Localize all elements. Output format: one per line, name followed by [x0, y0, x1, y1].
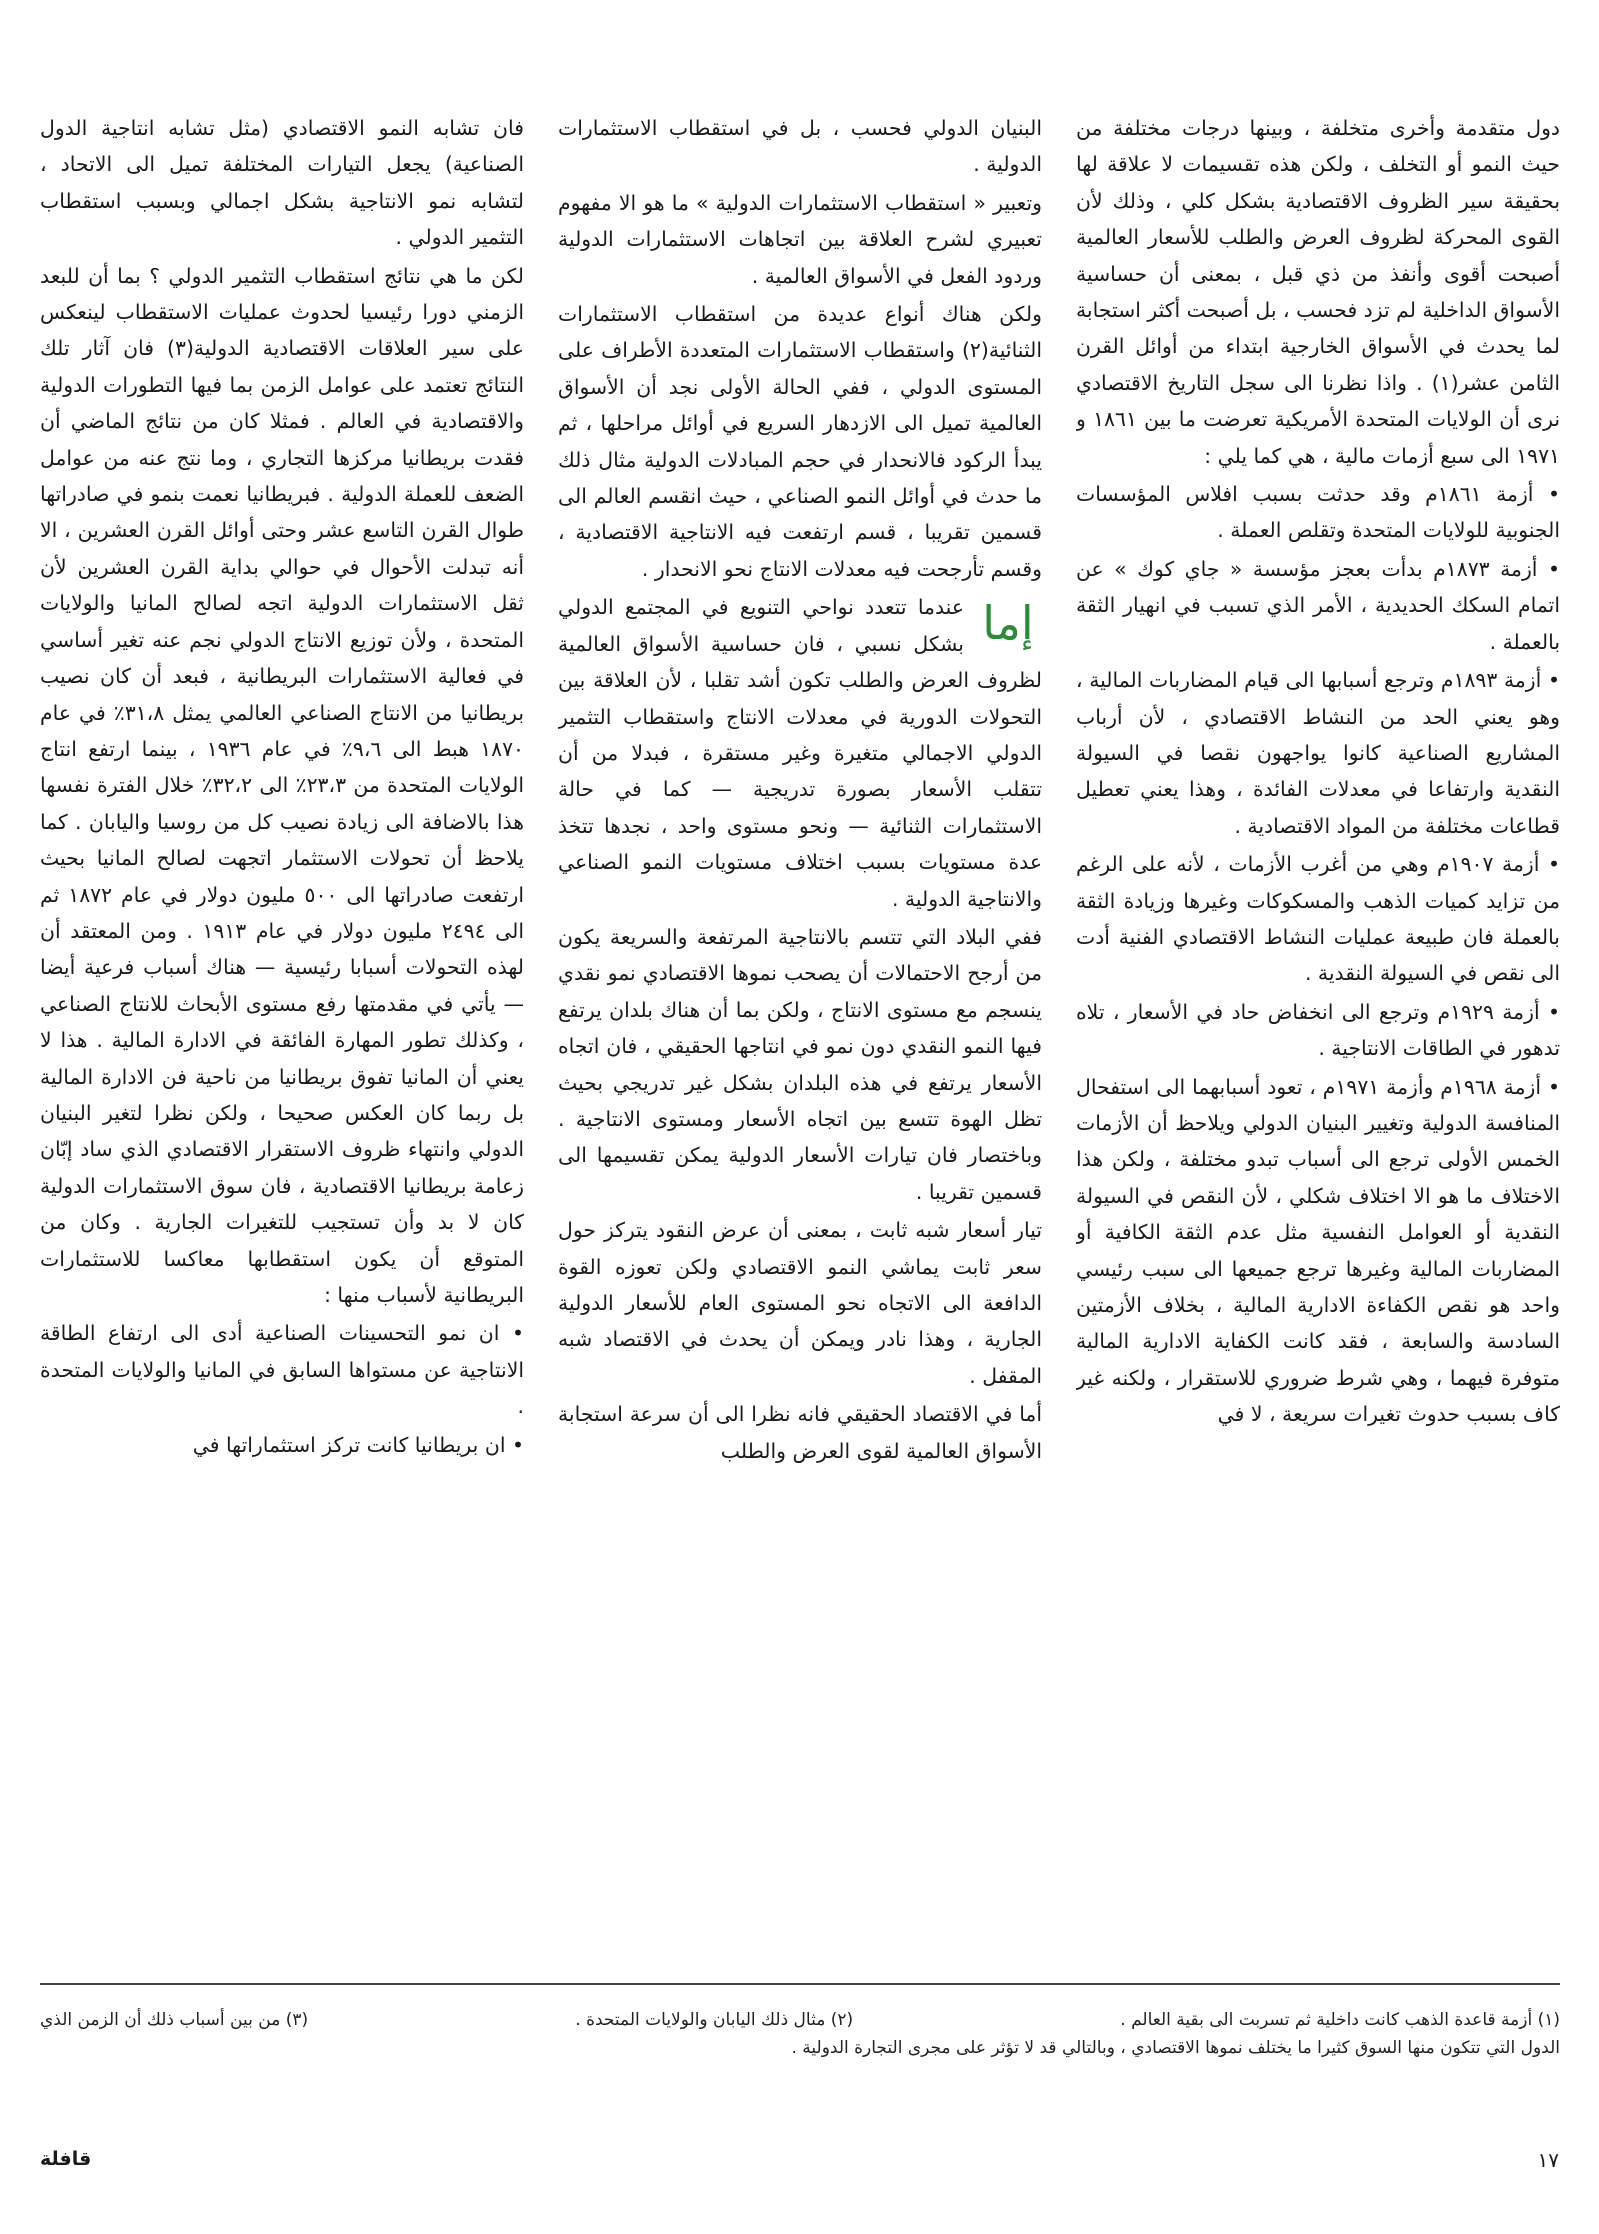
page-number: ١٧ [1537, 2148, 1559, 2172]
footnotes [40, 2006, 1560, 2062]
paragraph-text: ان بريطانيا كانت تركز استثماراتها في [192, 1432, 506, 1457]
paragraph-text: ولكن هناك أنواع عديدة من استقطاب الاستثمارات الثنائية(٢) واستقطاب الاستثمارات المتعددة الأطراف على المستوى الدولي ، ففي الحالة الأولى نجد أن الأسواق العالمية تميل الى الازدهار السريع في أوائل مراحلها ، ثم يبدأ الركود فالانحدار في حجم المبادلات الدولية مثال ذلك ما حدث في أوائل النمو الصناعي ، حيث انقسم العالم الى قسمين تقريبا ، قسم ارتفعت فيه الانتاجية الاقتصادية ، وقسم تأرجحت فيه معدلات الانتاج نحو الانحدار . [558, 302, 1042, 581]
bullet-paragraph [1076, 1069, 1560, 1433]
paragraph [558, 110, 1042, 183]
paragraph-text: ففي البلاد التي تتسم بالانتاجية المرتفعة والسريعة يكون من أرجح الاحتمالات أن يصحب نموها الاقتصادي نمو نقدي ينسجم مع مستوى الانتاج ، ولكن بما أن هناك بلدان يرتفع فيها النمو النقدي دون نمو في انتاجها الحقيقي ، فان اتجاه الأسعار يرتفع في هذه البلدان بشكل غير تدريجي بحيث تظل الهوة تتسع بين اتجاه الأسعار ومستوى الانتاجية . وباختصار فان تيارات الأسعار الدولية يمكن تقسيمها الى قسمين تقريبا . [558, 924, 1042, 1204]
bullet-paragraph [1076, 551, 1560, 660]
paragraph-text: أزمة ١٩٦٨م وأزمة ١٩٧١م ، تعود أسبابهما الى استفحال المنافسة الدولية وتغيير البنيان الدولي ويلاحظ أن الأزمات الخمس الأولى ترجع الى أسباب تبدو مختلفة ، ولكن هذا الاختلاف ما هو الا اختلاف شكلي ، لأن النقص في السيولة النقدية أو العوامل النفسية مثل عدم الثقة الكافية أو المضاربات المالية وغيرها ترجع جميعها الى سبب رئيسي واحد هو نقص الكفاءة الادارية المالية ، بخلاف الأزمتين السادسة والسابعة ، فقد كانت الكفاية الادارية المالية متوفرة فيهما ، وهي شرط ضروري للاستقرار ، ولكنه غير كاف بسبب حدوث تغيرات سريعة ، لا في [1076, 1074, 1560, 1427]
footnote-1: (١) أزمة قاعدة الذهب كانت داخلية ثم تسربت الى بقية العالم . [1120, 2010, 1560, 2030]
footnote-2: (٢) مثال ذلك اليابان والولايات المتحدة . [575, 2010, 854, 2030]
paragraph-text: أزمة ١٨٦١م وقد حدثت بسبب افلاس المؤسسات الجنوبية للولايات المتحدة وتقلص العملة . [1076, 482, 1560, 543]
bullet-paragraph [1076, 476, 1560, 549]
paragraph-text: أزمة ١٨٩٣م وترجع أسبابها الى قيام المضاربات المالية ، وهو يعني الحد من النشاط الاقتصادي ، لأن أرباب المشاريع الصناعية كانوا يواجهون نقصا في السيولة النقدية وارتفاعا في معدلات الفائدة ، وهذا يعني تعطيل قطاعات مختلفة من المواد الاقتصادية . [1076, 668, 1560, 838]
paragraph-text: تيار أسعار شبه ثابت ، بمعنى أن عرض النقود يتركز حول سعر ثابت يماشي النمو الاقتصادي ولكن تعوزه القوة الدافعة الى الاتجاه نحو المستوى العام للأسعار الدولية الجارية ، وهذا نادر ويمكن أن يحدث في الاقتصاد شبه المقفل . [558, 1218, 1042, 1388]
bullet-paragraph [1076, 662, 1560, 844]
magazine-name: قافلة [40, 2148, 92, 2170]
paragraph [558, 1212, 1042, 1394]
bullet-paragraph [1076, 846, 1560, 992]
drop-cap: إما [982, 596, 1034, 651]
paragraph [558, 185, 1042, 294]
paragraph [558, 1396, 1042, 1469]
paragraph-text: دول متقدمة وأخرى متخلفة ، وبينها درجات مختلفة من حيث النمو أو التخلف ، ولكن هذه تقسيمات لا علاقة لها بحقيقة سير الظروف الاقتصادية بشكل كلي ، وذلك لأن القوى المحركة لظروف العرض والطلب للأسعار العالمية أصبحت أقوى وأنفذ من ذي قبل ، بمعنى أن حساسية الأسواق الداخلية لم تزد فحسب ، بل أصبحت أكثر استجابة لما يحدث في الأسواق الخارجية ابتداء من أوائل القرن الثامن عشر(١) . واذا نظرنا الى سجل التاريخ الاقتصادي نرى أن الولايات المتحدة الأمريكية تعرضت ما بين ١٨٦١ و ١٩٧١ الى سبع أزمات مالية ، هي كما يلي : [1076, 116, 1560, 468]
footnote-divider [40, 1983, 1560, 1985]
paragraph-text: أزمة ١٨٧٣م بدأت بعجز مؤسسة « جاي كوك » عن اتمام السكك الحديدية ، الأمر الذي تسبب في انهيار الثقة بالعملة . [1076, 556, 1560, 654]
paragraph [558, 919, 1042, 1210]
paragraph [558, 589, 1042, 917]
article-column-2 [558, 110, 1042, 1970]
article-column-1 [1076, 110, 1560, 1970]
paragraph-text: فان تشابه النمو الاقتصادي (مثل تشابه انتاجية الدول الصناعية) يجعل التيارات المختلفة تميل الى الاتحاد ، لتشابه نمو الانتاجية بشكل اجمالي وبسبب استقطاب التثمير الدولي . [40, 116, 524, 250]
footnote-continuation: الدول التي تتكون منها السوق كثيرا ما يختلف نموها الاقتصادي ، وبالتالي قد لا تؤثر على مجرى التجارة الدولية . [791, 2038, 1560, 2058]
paragraph-text: ان نمو التحسينات الصناعية أدى الى ارتفاع الطاقة الانتاجية عن مستواها السابق في المانيا والولايات المتحدة . [40, 1321, 524, 1419]
paragraph-text: عندما تتعدد نواحي التنويع في المجتمع الدولي بشكل نسبي ، فان حساسية الأسواق العالمية لظروف العرض والطلب تكون أشد تقلبا ، لأن العلاقة بين التحولات الدورية في معدلات الانتاج واستقطاب التثمير الدولي الاجمالي متغيرة وغير مستقرة ، فبدلا من أن تتقلب الأسعار بصورة تدريجية — كما في حالة الاستثمارات الثنائية — ونحو مستوى واحد ، نجدها تتخذ عدة مستويات بسبب اختلاف مستويات النمو الصناعي والانتاجية الدولية . [558, 595, 1042, 911]
paragraph-text: وتعبير « استقطاب الاستثمارات الدولية » ما هو الا مفهوم تعبيري لشرح العلاقة بين اتجاهات الاستثمارات الدولية وردود الفعل في الأسواق العالمية . [558, 190, 1042, 288]
paragraph [558, 296, 1042, 587]
paragraph-text: البنيان الدولي فحسب ، بل في استقطاب الاستثمارات الدولية . [558, 116, 1042, 177]
bullet-paragraph [1076, 994, 1560, 1067]
paragraph-text: أزمة ١٩٠٧م وهي من أغرب الأزمات ، لأنه على الرغم من تزايد كميات الذهب والمسكوكات وغيرها وزيادة الثقة بالعملة فان طبيعة عمليات النشاط الاقتصادي الفنية أدت الى نقص في السيولة النقدية . [1076, 852, 1560, 986]
paragraph [40, 258, 524, 1314]
paragraph [40, 110, 524, 256]
article-columns [40, 110, 1560, 1970]
paragraph-text: لكن ما هي نتائج استقطاب التثمير الدولي ؟ بما أن للبعد الزمني دورا رئيسيا لحدوث عمليات الاستقطاب لينعكس على سير العلاقات الاقتصادية الدولية(٣) فان آثار تلك النتائج تعتمد على عوامل الزمن بما فيها التطورات الدولية والاقتصادية في العالم . فمثلا كان من نتائج الماضي أن فقدت بريطانيا مركزها التجاري ، وما نتج عنه من عوامل الضعف للعملة الدولية . فبريطانيا نعمت بنمو في صادراتها طوال القرن التاسع عشر وحتى أوائل القرن العشرين ، الا أنه تبدلت الأحوال في حوالي بداية القرن العشرين لأن ثقل الاستثمارات الدولية اتجه لصالح المانيا والولايات المتحدة ، ولأن توزيع الانتاج الدولي نجم عنه تغير أساسي في فعالية الاستثمارات البريطانية ، فبعد أن كان نصيب بريطانيا من الانتاج الصناعي العالمي يمثل ٣١،٨٪ في عام ١٨٧٠ هبط الى ٩،٦٪ في عام ١٩٣٦ ، بينما ارتفع انتاج الولايات المتحدة من ٢٣،٣٪ الى ٣٢،٢٪ خلال الفترة نفسها هذا بالاضافة الى زيادة نصيب كل من روسيا واليابان . كما يلاحظ أن تحولات الاستثمار اتجهت لصالح المانيا بحيث ارتفعت صادراتها الى ٥٠٠ مليون دولار في عام ١٨٧٢ ثم الى ٢٤٩٤ مليون دولار في عام ١٩١٣ . ومن المعتقد أن لهذه التحولات أسبابا رئيسية — هناك أسباب فرعية أيضا — يأتي في مقدمتها رفع مستوى الأبحاث للانتاج الصناعي ، وكذلك تطور المهارة الفائقة في الادارة المالية . هذا لا يعني أن المانيا تفوق بريطانيا من ناحية فن الادارة المالية بل ربما كان العكس صحيحا ، ولكن نظرا لتغير البنيان الدولي وانتهاء ظروف الاستقرار الاقتصادي الذي ساد إبّان زعامة بريطانيا الاقتصادية ، فان سوق الاستثمارات الدولية كان لا بد وأن تستجيب للتغيرات الجارية . وكان من المتوقع أن يكون استقطابها معاكسا للاستثمارات البريطانية لأسباب منها : [40, 263, 524, 1307]
bullet-paragraph [40, 1315, 524, 1424]
footnotes-row [40, 2006, 1560, 2034]
footnote-3: (٣) من بين أسباب ذلك أن الزمن الذي [40, 2010, 309, 2030]
paragraph-text: أما في الاقتصاد الحقيقي فانه نظرا الى أن سرعة استجابة الأسواق العالمية لقوى العرض والطلب [558, 1402, 1042, 1463]
paragraph [1076, 110, 1560, 474]
paragraph-text: أزمة ١٩٢٩م وترجع الى انخفاض حاد في الأسعار ، تلاه تدهور في الطاقات الانتاجية . [1076, 999, 1560, 1061]
bullet-paragraph [40, 1427, 524, 1463]
article-column-3 [40, 110, 524, 1970]
